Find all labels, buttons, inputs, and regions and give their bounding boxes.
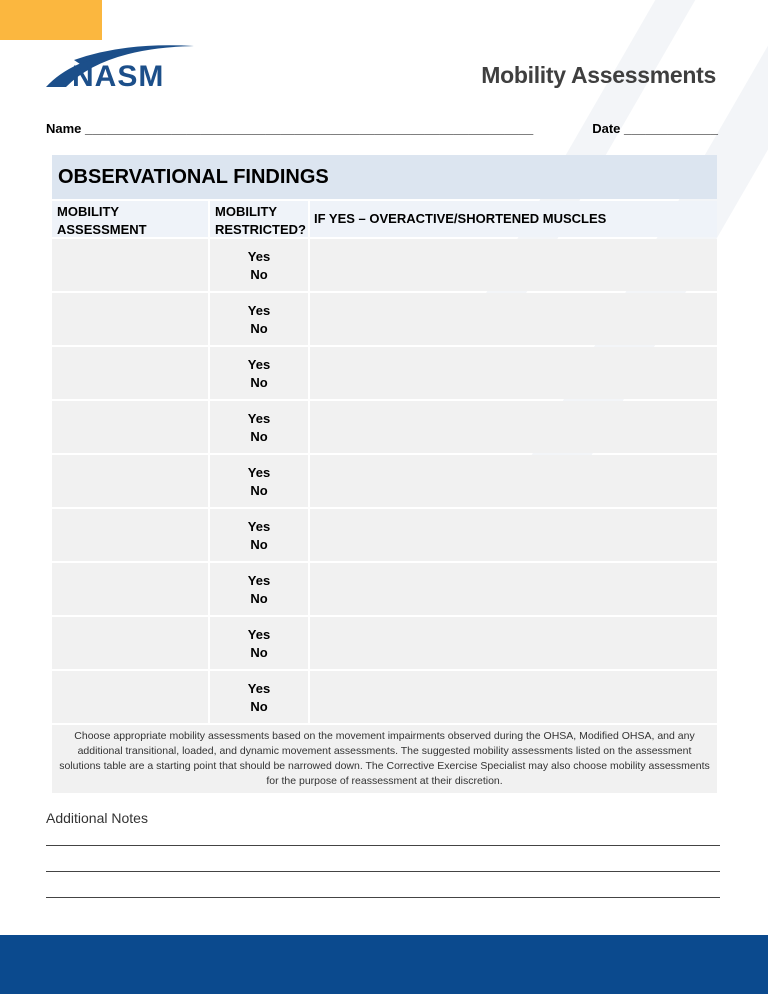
notes-line[interactable] [46, 897, 720, 898]
table-row [52, 239, 717, 291]
no-option[interactable]: No [250, 321, 268, 336]
restricted-cell [210, 239, 308, 291]
muscles-cell[interactable] [310, 455, 717, 507]
assessment-cell[interactable] [52, 617, 208, 669]
assessment-cell[interactable] [52, 401, 208, 453]
yes-option[interactable]: Yes [247, 411, 271, 426]
nasm-logo [44, 40, 204, 95]
svg-text:NASM: NASM [72, 60, 165, 90]
assessment-cell[interactable] [52, 509, 208, 561]
restricted-cell [210, 293, 308, 345]
assessment-cell[interactable] [52, 455, 208, 507]
assessment-cell[interactable] [52, 563, 208, 615]
instructions-note: Choose appropriate mobility assessments based on the movement impairments observed during the OHSA, Modified OHSA, and any additional transitional, loaded, and dynamic movement assessments. The suggested mobility assessments listed on the assessment solutions table are a starting point that should be narrowed down. The Corrective Exercise Specialist may also choose mobility assessments for the purpose of reassessment at their discretion. [52, 725, 717, 793]
yes-option[interactable]: Yes [247, 465, 271, 480]
table-row [52, 617, 717, 669]
yes-option[interactable]: Yes [247, 627, 271, 642]
footer-band [0, 935, 768, 994]
date-field[interactable]: Date _____________ [592, 121, 718, 136]
no-option[interactable]: No [250, 537, 268, 552]
column-header: MOBILITY ASSESSMENT [52, 201, 208, 237]
table-row [52, 563, 717, 615]
table-row [52, 509, 717, 561]
column-header: IF YES – OVERACTIVE/SHORTENED MUSCLES [310, 201, 717, 237]
restricted-cell [210, 401, 308, 453]
notes-line[interactable] [46, 845, 720, 846]
restricted-cell [210, 347, 308, 399]
table-row [52, 455, 717, 507]
table-row [52, 293, 717, 345]
no-option[interactable]: No [250, 699, 268, 714]
no-option[interactable]: No [250, 267, 268, 282]
muscles-cell[interactable] [310, 563, 717, 615]
restricted-cell [210, 617, 308, 669]
restricted-cell [210, 563, 308, 615]
section-title: OBSERVATIONAL FINDINGS [52, 155, 717, 199]
restricted-cell [210, 455, 308, 507]
muscles-cell[interactable] [310, 617, 717, 669]
page-title: Mobility Assessments [481, 62, 716, 88]
yes-option[interactable]: Yes [247, 357, 271, 372]
yes-option[interactable]: Yes [247, 519, 271, 534]
yes-option[interactable]: Yes [247, 681, 271, 696]
no-option[interactable]: No [250, 483, 268, 498]
table-row [52, 347, 717, 399]
name-field[interactable]: Name ______________________________________________________________ [46, 121, 534, 136]
observational-findings-table [52, 155, 717, 793]
yes-option[interactable]: Yes [247, 249, 271, 264]
additional-notes-label: Additional Notes [46, 810, 148, 826]
yes-option[interactable]: Yes [247, 573, 271, 588]
assessment-cell[interactable] [52, 239, 208, 291]
no-option[interactable]: No [250, 375, 268, 390]
no-option[interactable]: No [250, 591, 268, 606]
table-header [52, 201, 717, 237]
muscles-cell[interactable] [310, 293, 717, 345]
muscles-cell[interactable] [310, 347, 717, 399]
column-header: MOBILITY RESTRICTED? [210, 201, 308, 237]
assessment-cell[interactable] [52, 347, 208, 399]
muscles-cell[interactable] [310, 509, 717, 561]
assessment-cell[interactable] [52, 293, 208, 345]
restricted-cell [210, 671, 308, 723]
table-row [52, 671, 717, 723]
muscles-cell[interactable] [310, 671, 717, 723]
muscles-cell[interactable] [310, 401, 717, 453]
accent-block [0, 0, 102, 40]
no-option[interactable]: No [250, 645, 268, 660]
notes-line[interactable] [46, 871, 720, 872]
assessment-cell[interactable] [52, 671, 208, 723]
no-option[interactable]: No [250, 429, 268, 444]
muscles-cell[interactable] [310, 239, 717, 291]
restricted-cell [210, 509, 308, 561]
yes-option[interactable]: Yes [247, 303, 271, 318]
name-date-line [46, 121, 718, 136]
table-row [52, 401, 717, 453]
